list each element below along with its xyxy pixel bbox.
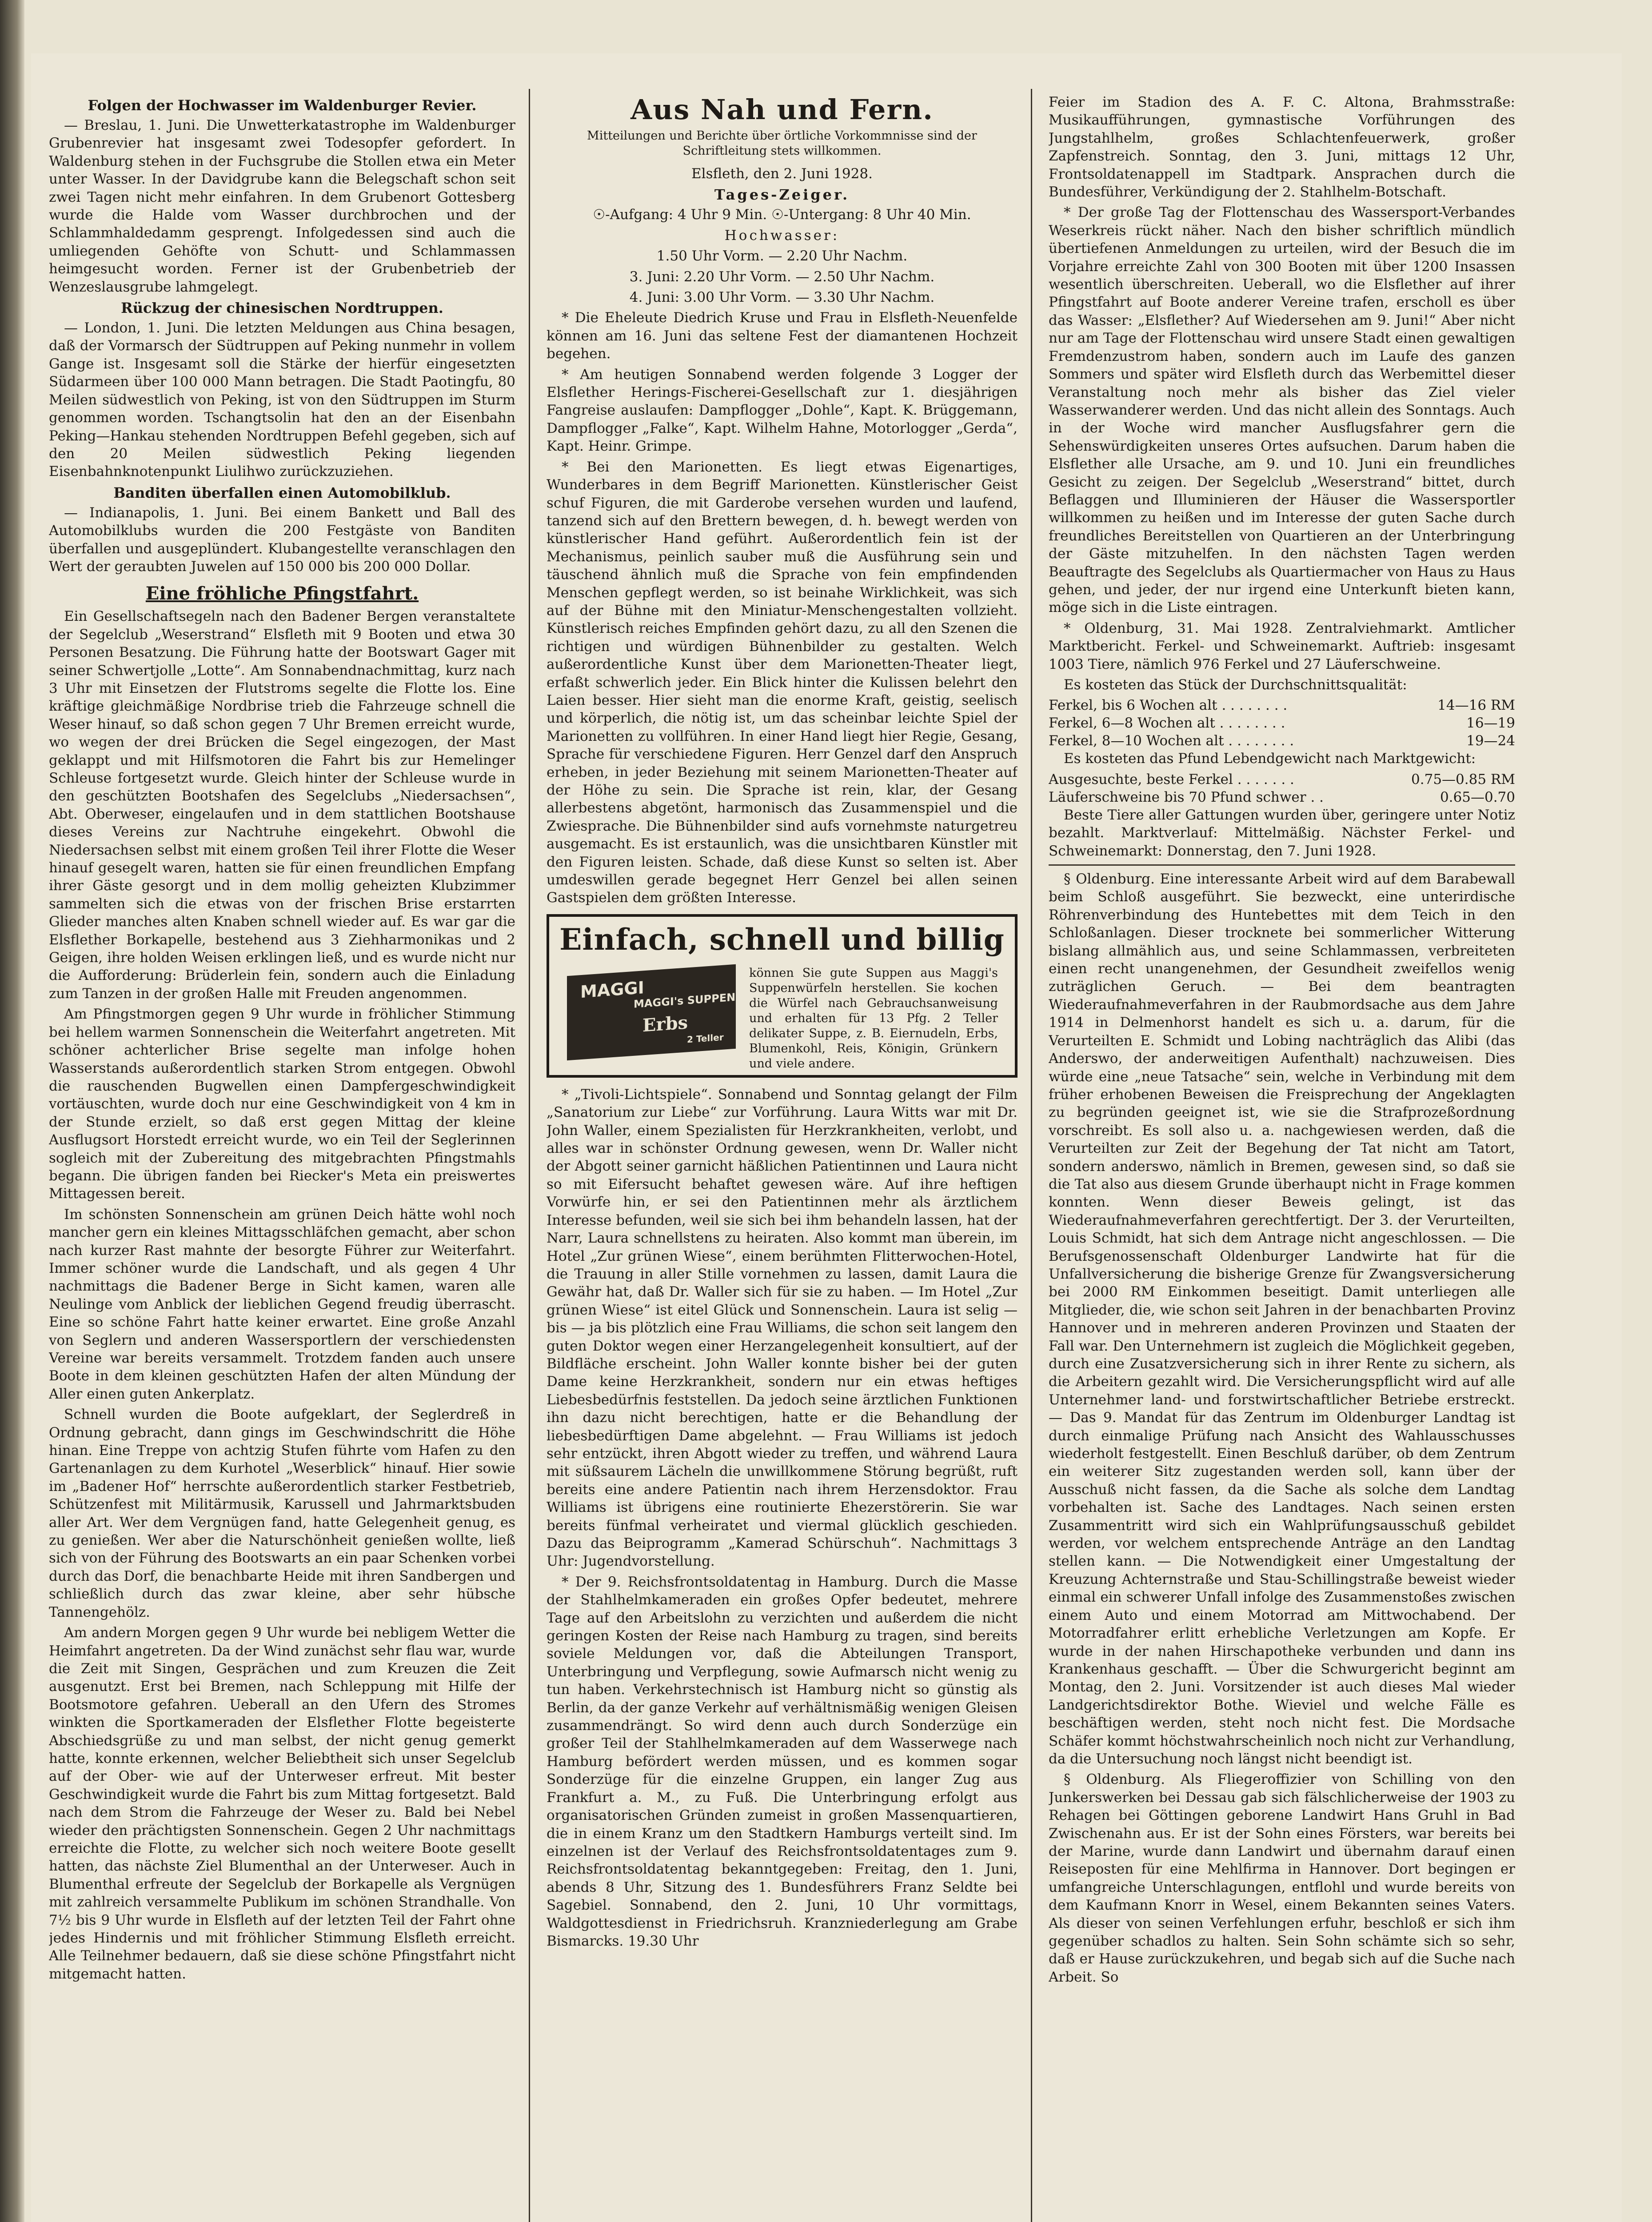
- article-text: * „Tivoli-Lichtspiele“. Sonnabend und Sonntag gelangt der Film „Sanatorium zur Liebe“ zur Vorführung. Laura Witts war mit Dr. John Waller, einem Spezialisten für Herzkrankheiten, verlobt, und alles war in schönster Ordnung gewesen, wenn Dr. Waller nicht der Abgott seiner garnicht häßlichen Patientinnen und Laura nicht so mit Eifersucht behaftet gewesen wäre. Auf ihre heftigen Vorwürfe hin, er sei den Patientinnen mehr als ärztlichem Interesse befunden, weil sie sich bei ihm behandeln lassen, hat der Narr, Laura schnellstens zu heiraten. Also kommt man überein, im Hotel „Zur grünen Wiese“, einem berühmten Flitterwochen-Hotel, die Trauung in aller Stille vornehmen zu lassen, damit Laura die Gewähr hat, daß Dr. Waller sich für sie zu haben. — Im Hotel „Zur grünen Wiese“ ist eitel Glück und Sonnenschein. Laura ist selig — bis — ja bis plötzlich eine Frau Williams, die schon seit langem den guten Doktor wegen einer Herzangelegenheit konsultiert, auf der Bildfläche erscheint. John Waller konnte bisher bei der guten Dame keine Herzkrankheit, sondern nur ein etwas heftiges Liebesbedürfnis feststellen. Da jedoch seine ärztlichen Funktionen ihn dazu nicht berechtigen, hatte er die Behandlung der liebesbedürftigen Dame abgelehnt. — Frau Williams ist jedoch sehr entzückt, ihren Abgott wieder zu treffen, und während Laura mit süßsaurem Lächeln die unwillkommene Störung begrüßt, ruft bereits eine andere Patientin nach ihrem Herzensdoktor. Frau Williams ist übrigens eine routinierte Ehezerstörerin. Sie war bereits fünfmal verheiratet und viermal glücklich geschieden. Dazu das Beiprogramm „Kamerad Schürschuh“. Nachmittags 3 Uhr: Jugendvorstellung.: [547, 1086, 1018, 1570]
- price-item: Läuferschweine bis 70 Pfund schwer . .: [1049, 789, 1324, 805]
- article-text: Es kosteten das Stück der Durchschnittsqualität:: [1064, 677, 1407, 693]
- article-text: Am Pfingstmorgen gegen 9 Uhr wurde in fröhlicher Stimmung bei hellem warmen Sonnenschein die Weiterfahrt angetreten. Mit schöner achterlicher Brise segelte man infolge hohen Wasserstands außerordentlich starken Strom entgegen. Obwohl die rauschenden Bugwellen einen Dampfergeschwindigkeit vortäuschten, wurde doch nur eine Geschwindigkeit von 4 km in der Stunde erzielt, so daß erst gegen Mittag der kleine Ausflugsort Horstedt erreicht wurde, wo ein Teil der Seglerinnen sogleich mit der Zubereitung des mitgebrachten Pfingstmahls begann. Die übrigen fanden bei Riecker's Meta ein preiswertes Mittagessen bereit.: [49, 1006, 515, 1202]
- article-heading: Rückzug der chinesischen Nordtruppen.: [121, 300, 443, 317]
- sun-times: ☉-Aufgang: 4 Uhr 9 Min. ☉-Untergang: 8 Uhr 40 Min.: [593, 207, 971, 223]
- maggi-advertisement: [547, 914, 1018, 1078]
- article-heading: Banditen überfallen einen Automobilklub.: [113, 484, 451, 501]
- article-text: * Oldenburg, 31. Mai 1928. Zentralviehmarkt. Amtlicher Marktbericht. Ferkel- und Schweinemarkt. Auftrieb: insgesamt 1003 Tiere, nämlich 976 Ferkel und 27 Läuferschweine.: [1049, 620, 1515, 672]
- article-text: Beste Tiere aller Gattungen wurden über, geringere unter Notiz bezahlt. Marktverlauf: Mittelmäßig. Nächster Ferkel- und Schweinemarkt: Donnerstag, den 7. Juni 1928.: [1049, 807, 1515, 859]
- table-row: [1049, 788, 1515, 806]
- article-text: § Oldenburg. Eine interessante Arbeit wird auf dem Barabewall beim Schloß ausgeführt. Sie bezweckt, eine unterirdische Röhrenverbindung des Huntebettes mit dem Teich in den Schloßanlagen. Dieser trocknete bei sommerlicher Witterung bislang allmählich aus, und seine Schlammassen, verbreiteten einen recht unangenehmen, der Gesundheit zweifellos wenig zuträglichen Geruch. — Bei dem beantragten Wiederaufnahmeverfahren in der Raubmordsache aus dem Jahre 1914 in Delmenhorst handelt es sich u. a. darum, für die Verurteilten E. Schmidt und Lobing nachträglich das Alibi (das Anderswo, der anderweitigen Aufenthalt) nachzuweisen. Dies würde eine „neue Tatsache“ sein, welche in Verbindung mit dem früher erhobenen Beweisen die Freisprechung der Angeklagten zu begründen geeignet ist, wie sie die Strafprozeßordnung vorschreibt. Es soll also u. a. nachgewiesen werden, daß die Verurteilten zur Zeit der Begehung der Tat nicht am Tatort, sondern anderswo, nämlich in Bremen, gewesen sind, so daß sie die Tat also aus diesem Grunde überhaupt nicht in Frage kommen konnten. Wenn dieser Beweis gelingt, ist das Wiederaufnahmeverfahren gerechtfertigt. Der 3. der Verurteilten, Louis Schmidt, hat sich dem Antrage nicht angeschlossen. — Die Berufsgenossenschaft Oldenburger Landwirte hat für die Unfallversicherung die bisherige Grenze für Zwangsversicherung bei 2000 RM Einkommen beseitigt. Damit unterliegen alle Mitglieder, die, wie schon seit Jahren in der benachbarten Provinz Hannover und in mehreren anderen Provinzen und Staaten der Fall war. Den Unternehmern ist zugleich die Möglichkeit gegeben, durch eine Zusatzversicherung sich in ihrer Rente zu sichern, als die Arbeitern gezahlt wird. Die Versicherungspflicht wird auf alle Unternehmer land- und forstwirtschaftlicher Betriebe erstreckt. — Das 9. Mandat für das Zentrum im Oldenburger Landtag ist durch einmalige Prüfung nach Ansicht des Wahlausschusses wiederholt festgestellt. Einen Beschluß darüber, ob dem Zentrum ein weiterer Sitz zugestanden werden soll, kann über der Ausschuß nicht fassen, da die Sache als solche dem Landtag vorbehalten ist. Sache des Landtages. Nach seinen ersten Zusammentritt wird sich ein Wahlprüfungsausschuß gebildet werden, vor welchem entsprechende Anträge an den Landtag stellen kann. — Die Notwendigkeit einer Umgestaltung der Kreuzung Achternstraße und Stau-Schillingstraße beweist wieder einmal ein schwerer Unfall infolge des Zusammenstoßes zwischen einem Auto und einem Motorrad am Mittwochabend. Der Motorradfahrer erlitt erhebliche Verletzungen am Kopfe. Er wurde in der nahen Hirschapotheke verbunden und dann ins Krankenhaus geschafft. — Über die Schwurgericht beginnt am Montag, den 2. Juni. Vorsitzender ist auch dieses Mal wieder Landgerichtsdirektor Bothe. Wieviel und welche Fälle es beschäftigen werden, steht noch nicht fest. Die Mordsache Schäfer kommt höchstwahrscheinlich noch nicht zur Verhandlung, da die Untersuchung noch längst nicht beendigt ist.: [1049, 871, 1515, 1767]
- article-text: Am andern Morgen gegen 9 Uhr wurde bei nebligem Wetter die Heimfahrt angetreten. Da der Wind zunächst sehr flau war, wurde die Zeit mit Singen, Gesprächen und zum Kreuzen die Zeit ausgenutzt. Erst bei Bremen, nach Schleppung mit Hilfe der Bootsmotore gefahren. Ueberall an den Ufern des Stromes winkten die Sportkameraden der Elsflether Flotte begeisterte Abschiedsgrüße zu und man selbst, der nicht genug gemerkt hatte, konnte erkennen, welcher Beliebtheit sich unser Segelclub auf der Ober- wie auf der Unterweser erfreut. Mit bester Geschwindigkeit wurde die Fahrt bis zum Mittag fortgesetzt. Bald nach dem Strom die Fahrzeuge der Weser zu. Bald bei Nebel wieder den prächtigsten Sonnenschein. Gegen 2 Uhr nachmittags erreichte die Flotte, zu welcher sich noch weitere Boote gesellt hatten, das nächste Ziel Blumenthal an der Unterweser. Auch in Blumenthal erfreute der Segelclub der Borkapelle als Vergnügen mit zahlreich versammelte Publikum im schönen Strandhalle. Von 7½ bis 9 Uhr wurde in Elsfleth auf der letzten Teil der Fahrt ohne jedes Hindernis und mit fröhlicher Stimmung Elsfleth erreicht. Alle Teilnehmer bedauern, daß sie diese schöne Pfingstfahrt nicht mitgemacht hatten.: [49, 1625, 515, 1982]
- ad-text: können Sie gute Suppen aus Maggi's Suppenwürfeln herstellen. Sie kochen die Würfel nach Gebrauchsanweisung und erhalten für 13 Pfg. 2 Teller delikater Suppe, z. B. Eiernudeln, Erbs, Blumenkohl, Reis, Königin, Grünkern und viele andere.: [749, 966, 998, 1071]
- price-value: 0.75—0.85 RM: [1411, 771, 1515, 787]
- article-text: * Die Eheleute Diedrich Kruse und Frau in Elsfleth-Neuenfelde können am 16. Juni das seltene Fest der diamantenen Hochzeit begehen.: [547, 310, 1018, 362]
- price-value: 16—19: [1466, 715, 1515, 731]
- ad-title: Einfach, schnell und billig: [559, 922, 1005, 957]
- tide-heading: Hochwasser:: [724, 227, 840, 244]
- price-item: Ferkel, 6—8 Wochen alt . . . . . . . .: [1049, 715, 1285, 731]
- column-rule: [529, 89, 530, 2222]
- ad-box-brand: MAGGI: [580, 977, 644, 1002]
- price-table: [1049, 696, 1515, 750]
- section-masthead: Aus Nah und Fern.: [630, 93, 934, 126]
- dateline: Elsfleth, den 2. Juni 1928.: [691, 166, 873, 182]
- tide-row: 1.50 Uhr Vorm. — 2.20 Uhr Nachm.: [656, 248, 908, 264]
- article-text: Im schönsten Sonnenschein am grünen Deich hätte wohl noch mancher gern ein kleines Mittagsschläfchen gemacht, aber schon nach kurzer Rast mahnte der besorgte Führer zur Weiterfahrt. Immer schöner wurde die Landschaft, und als gegen 4 Uhr nachmittags die Badener Berge in Sicht kamen, waren alle Neulinge vom Anblick der lieblichen Gegend freudig überrascht. Eine so schöne Fahrt hatte keiner erwartet. Eine große Anzahl von Seglern und anderen Wassersportlern der verschiedensten Vereine war bereits versammelt. Trotzdem fanden auch unsere Boote in dem kleinen geschützten Hafen der alten Mündung der Aller einen guten Ankerplatz.: [49, 1206, 515, 1402]
- price-item: Ausgesuchte, beste Ferkel . . . . . . .: [1049, 771, 1294, 787]
- divider: [1049, 864, 1515, 866]
- tide-row: 4. Juni: 3.00 Uhr Vorm. — 3.30 Uhr Nachm.: [629, 289, 935, 306]
- book-spine-edge: [0, 0, 24, 2222]
- article-text: * Am heutigen Sonnabend werden folgende 3 Logger der Elsflether Herings-Fischerei-Gesellschaft zur 1. diesjährigen Fangreise auslaufen: Dampflogger „Dohle“, Kapt. K. Brüggemann, Dampflogger „Falke“, Kapt. Wilhelm Hahne, Motorlogger „Gerda“, Kapt. Heinr. Grimpe.: [547, 366, 1018, 455]
- article-text: — London, 1. Juni. Die letzten Meldungen aus China besagen, daß der Vormarsch der Südtruppen auf Peking nunmehr in vollem Gange ist. Insgesamt soll die Stärke der hierfür eingesetzten Südarmeen über 100 000 Mann betragen. Die Stadt Paotingfu, 80 Meilen südwestlich von Peking, ist von den Südtruppen im Sturm genommen worden. Tschangtsolin hat den an der Eisenbahn Peking—Hankau stehenden Nordtruppen Befehl gegeben, sich auf den 20 Meilen südwestlich Peking liegenden Eisenbahnknotenpunkt Liulihwo zurückzuziehen.: [49, 320, 515, 480]
- article-text: Ein Gesellschaftsegeln nach den Badener Bergen veranstaltete der Segelclub „Weserstrand“ Elsfleth mit 9 Booten und etwa 30 Personen Besatzung. Die Führung hatte der Bootswart Gager mit seiner Schwertjolle „Lotte“. Am Sonnabendnachmittag, kurz nach 3 Uhr mit Einsetzen der Flutstroms segelte die Flotte los. Eine kräftige gleichmäßige Nordbrise trieb die Fahrzeuge schnell die Weser hinauf, so daß schon gegen 7 Uhr Bremen erreicht wurde, wo wegen der drei Brücken die Segel eingezogen, der Mast geklappt und mit Hilfsmotoren die Fahrt bis zur Hemelinger Schleuse fortgesetzt wurde. Gleich hinter der Schleuse wurde in den geschützten Bootshafen des Segelclubs „Niedersachsen“, Abt. Oberweser, eingelaufen und in dem stattlichen Bootshause dieses Vereins zur Nachtruhe eingekehrt. Obwohl die Niedersachsen selbst mit einem großen Teil ihrer Flotte die Weser hinauf gesegelt waren, hatten sie für einen freundlichen Empfang ihrer Gäste gesorgt und in dem mollig geheizten Klubzimmer sammelten sich die etwas von der frischen Brise erstarrten Glieder manches alten Knaben schnell wieder auf. Es war gar die Elsflether Borkapelle, bestehend aus 3 Ziehharmonikas und 2 Geigen, ihre holden Weisen erklingen ließ, und es wurde nicht nur die Aufforderung: Brüderlein fein, sondern auch die Einladung zum Tanzen in der großen Halle mit Freuden angenommen.: [49, 608, 515, 1002]
- article-heading: Tages-Zeiger.: [714, 186, 850, 204]
- column-rule: [1031, 89, 1032, 2222]
- section-subnote: Mitteilungen und Berichte über örtliche Vorkommnisse sind der Schriftleitung stets willkommen.: [587, 129, 977, 158]
- price-value: 19—24: [1466, 733, 1515, 749]
- newspaper-page: [31, 53, 1622, 2222]
- column-left: [49, 93, 515, 1986]
- table-row: [1049, 696, 1515, 714]
- ad-box-variety: Erbs: [642, 1012, 688, 1036]
- table-row: [1049, 732, 1515, 750]
- price-item: Ferkel, 8—10 Wochen alt . . . . . . . .: [1049, 733, 1294, 749]
- article-text: Schnell wurden die Boote aufgeklart, der Seglerdreß in Ordnung gebracht, dann gings im Geschwindschritt die Höhe hinan. Eine Treppe von achtzig Stufen führte vom Hafen zu den Gartenanlagen zu dem Kurhotel „Weserblick“ hinauf. Hier sowie im „Badener Hof“ herrschte außerordentlich starker Festbetrieb, Schützenfest mit Militärmusik, Karussell und Jahrmarktsbuden aller Art. Wer dem Vergnügen fand, hatte Gelegenheit genug, es zu genießen. Wer aber die Naturschönheit genießen wollte, ließ sich von der Führung des Bootswarts an ein paar Schenken vorbei durch das Dorf, die benachbarte Heide mit ihren Sandbergen und schließlich durch das zwar kleine, aber sehr hübsche Tannengehölz.: [49, 1407, 515, 1620]
- article-text: — Indianapolis, 1. Juni. Bei einem Bankett und Ball des Automobilklubs wurden die 200 Festgäste von Banditen überfallen und ausgeplündert. Klubangestellte veranschlagen den Wert der geraubten Juwelen auf 150 000 bis 200 000 Dollar.: [49, 504, 515, 575]
- article-text: Es kosteten das Pfund Lebendgewicht nach Marktgewicht:: [1064, 751, 1476, 767]
- table-row: [1049, 771, 1515, 788]
- article-text: * Der große Tag der Flottenschau des Wassersport-Verbandes Weserkreis rückt näher. Nach den bisher schriftlich mündlich übertiefenen Anmeldungen zu urteilen, wird der Besuch die im Vorjahre erreichte Zahl von 300 Booten mit über 1200 Insassen wesentlich überschreiten. Ueberall, wo die Elsflether auf ihrer Pfingstfahrt auf Boote anderer Vereine trafen, erscholl es über das Wasser: „Elsflether? Auf Wiedersehen am 9. Juni!“ Aber nicht nur am Tage der Flottenschau wird unsere Stadt einen gewaltigen Fremdenzustrom haben, sondern auch im Laufe des ganzen Sommers und später wird Elsfleth durch das Werbemittel dieser Veranstaltung noch mehr als bisher das Ziel vieler Wasserwanderer werden. Und das nicht allein des Sonntags. Auch in der Woche wird mancher Ausflugsfahrer gern die Sehenswürdigkeiten unseres Ortes aufsuchen. Darum haben die Elsflether alle Ursache, am 9. und 10. Juni ein freundliches Gesicht zu zeigen. Der Segelclub „Weserstrand“ bittet, durch Beflaggen und Illuminieren der Häuser die Wassersportler willkommen zu heißen und im Interesse der guten Sache durch freundliches Bereitstellen von Quartieren an der Unterbringung der Gäste mitzuhelfen. In den nächsten Tagen werden Beauftragte des Segelclubs als Quartiermacher von Haus zu Haus gehen, und jeder, der nur irgend eine Unterkunft bieten kann, möge sich in die Liste eintragen.: [1049, 204, 1515, 616]
- price-table: [1049, 771, 1515, 806]
- ad-box-plates: 2 Teller: [687, 1031, 724, 1045]
- article-text: * Der 9. Reichsfrontsoldatentag in Hamburg. Durch die Masse der Stahlhelmkameraden ein großes Opfer bedeutet, mehrere Tage auf den Arbeitslohn zu verzichten und außerdem die nicht geringen Kosten der Reise nach Hamburg zu tragen, sind bereits soviele Meldungen vor, daß die Abteilungen Transport, Unterbringung und Verpflegung, sowie Aufmarsch nicht wenig zu tun haben. Verkehrstechnisch ist Hamburg nicht so günstig als Berlin, da der ganze Verkehr auf verhältnismäßig wenigen Gleisen zusammendrängt. So wird denn auch durch Sonderzüge ein großer Teil der Stahlhelmkameraden auf dem Wasserwege nach Hamburg befördert werden müssen, und es kommen sogar Sonderzüge für die einzelne Gruppen, ein langer Zug aus Frankfurt a. M., zu Fuß. Die Unterbringung erfolgt aus organisatorischen Gründen zumeist in großen Massenquartieren, die in einem Kranz um den Stadtkern Hamburgs verteilt sind. Im einzelnen ist der Verlauf des Reichsfrontsoldatentages zum 9. Reichsfrontsoldatentag bekanntgegeben: Freitag, den 1. Juni, abends 8 Uhr, Sitzung des 1. Bundesführers Franz Seldte bei Sagebiel. Sonnabend, den 2. Juni, 10 Uhr vormittags, Waldgottesdienst in Friedrichsruh. Kranzniederlegung am Grabe Bismarcks. 19.30 Uhr: [547, 1574, 1018, 1949]
- article-heading: Folgen der Hochwasser im Waldenburger Revier.: [88, 97, 477, 114]
- column-right: [1049, 93, 1515, 1989]
- price-value: 0.65—0.70: [1440, 789, 1515, 805]
- ad-box-label: MAGGI's SUPPEN: [634, 991, 736, 1011]
- article-heading: Eine fröhliche Pfingstfahrt.: [145, 583, 419, 604]
- price-item: Ferkel, bis 6 Wochen alt . . . . . . . .: [1049, 697, 1288, 714]
- article-text: § Oldenburg. Als Fliegeroffizier von Schilling von den Junkerswerken bei Dessau gab sich fälschlicherweise der 1903 zu Rehagen bei Göttingen geborene Landwirt Hans Gruhl in Bad Zwischenahn aus. Er ist der Sohn eines Försters, war bereits bei der Marine, wurde dann Landwirt und übernahm darauf einen Reiseposten für eine Mehlfirma in Hannover. Dort begingen er umfangreiche Unterschlagungen, entflohl und wurde bereits von dem Kaufmann Knorr in Wesel, einem Bekannten seines Vaters. Als dieser von seinen Verfehlungen erfuhr, beschloß er sich ihm gegenüber schadlos zu halten. Sein Sohn schämte sich so sehr, daß er Hause zurückzukehren, und begab sich auf die Suche nach Arbeit. So: [1049, 1771, 1515, 1985]
- soup-package-icon: [567, 964, 736, 1061]
- column-middle: [547, 93, 1018, 1953]
- article-text: * Bei den Marionetten. Es liegt etwas Eigenartiges, Wunderbares in dem Begriff Marionetten. Künstlerischer Geist schuf Figuren, die mit Garderobe versehen wurden und laufend, tanzend sich auf den Brettern bewegen, d. h. bewegt werden von künstlerischer Hand geführt. Außerordentlich fein ist der Mechanismus, peinlich sauber muß die Ausführung sein und täuschend ähnlich muß die Sprache von fein empfindenden Menschen gepflegt werden, so ist beinahe Wirklichkeit, was sich auf der Bühne mit den Miniatur-Menschengestalten vollzieht. Künstlerisch reiches Empfinden gehört dazu, zu all den Szenen die richtigen und würdigen Bühnenbilder zu gestalten. Welch außerordentliche Kunst über dem Marionetten-Theater liegt, erfaßt schwerlich jeder. Ein Blick hinter die Kulissen belehrt den Laien besser. Hier sieht man die enorme Kraft, geistig, seelisch und körperlich, die nötig ist, um das scheinbar leichte Spiel der Marionetten zu vollführen. In einer Hand liegt hier Regie, Gesang, Sprache für verschiedene Figuren. Herr Genzel darf den Anspruch erheben, in jeder Beziehung mit seinem Marionetten-Theater auf der Höhe zu sein. Die Sprache ist rein, klar, der Gesang allerbestens abgetönt, harmonisch das Zusammenspiel und die Zwiesprache. Die Bühnenbilder sind aufs vornehmste naturgetreu ausgemacht. Es ist erstaunlich, was die unsichtbaren Künstler mit den Figuren leisten. Schade, daß diese Kunst so selten ist. Aber umdeswillen gerade begegnet Herr Genzel bei allen seinen Gastspielen dem größten Interesse.: [547, 459, 1018, 906]
- table-row: [1049, 714, 1515, 732]
- article-text: — Breslau, 1. Juni. Die Unwetterkatastrophe im Waldenburger Grubenrevier hat insgesamt zwei Todesopfer gefordert. In Waldenburg stehen in der Fuchsgrube die Stollen etwa ein Meter unter Wasser. In der Davidgrube kann die Belegschaft schon seit zwei Tagen nicht mehr einfahren. In dem Grubenort Gottesberg wurde die Halde vom Wasser durchbrochen und der Schlammhaldedamm gesprengt. Infolgedessen sind auch die umliegenden Gehöfte von Schutt- und Schlammassen heimgesucht worden. Ferner ist der Grubenbetrieb der Wenzeslausgrube lahmgelegt.: [49, 117, 515, 295]
- article-text: Feier im Stadion des A. F. C. Altona, Brahmsstraße: Musikaufführungen, gymnastische Vorführungen des Jungstahlhelm, großes Schlachtenfeuerwerk, großer Zapfenstreich. Sonntag, den 3. Juni, mittags 12 Uhr, Frontsoldatenappell im Stadtpark. Ansprachen durch die Bundesführer, Verkündigung der 2. Stahlhelm-Botschaft.: [1049, 94, 1515, 200]
- price-value: 14—16 RM: [1437, 697, 1515, 714]
- tide-row: 3. Juni: 2.20 Uhr Vorm. — 2.50 Uhr Nachm.: [629, 268, 935, 285]
